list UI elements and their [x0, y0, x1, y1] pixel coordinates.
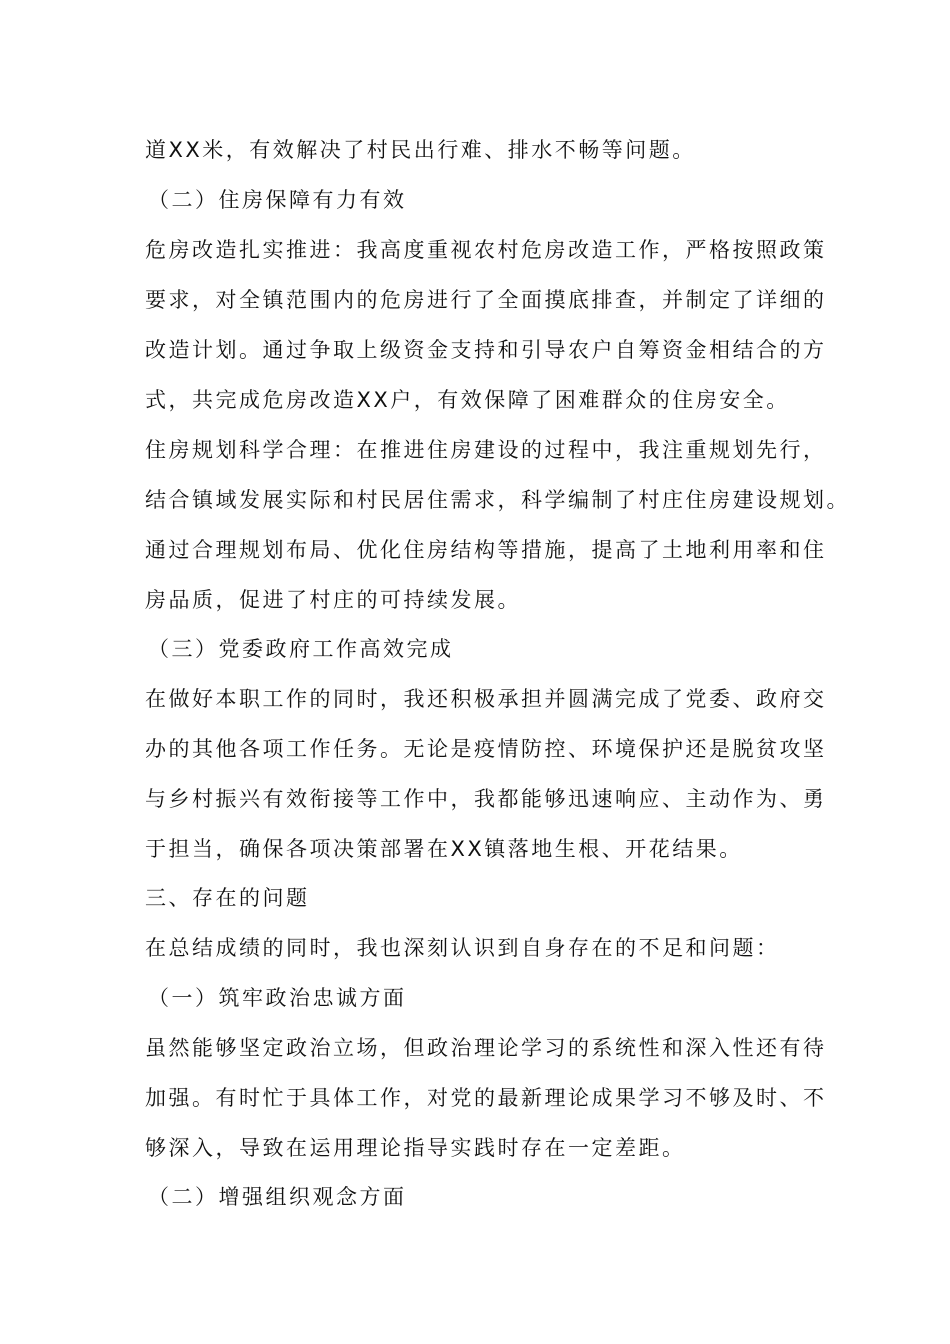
body-text-line: 与乡村振兴有效衔接等工作中，我都能够迅速响应、主动作为、勇: [145, 787, 827, 811]
section-heading: （二）住房保障有力有效: [148, 188, 407, 212]
body-text-line: 加强。有时忙于具体工作，对党的最新理论成果学习不够及时、不: [145, 1086, 827, 1110]
body-text-line: 房品质，促进了村庄的可持续发展。: [145, 588, 521, 612]
section-heading: （二）增强组织观念方面: [148, 1185, 407, 1209]
body-text-line: 危房改造扎实推进：我高度重视农村危房改造工作，严格按照政策: [145, 238, 827, 262]
body-text-line: 在做好本职工作的同时，我还积极承担并圆满完成了党委、政府交: [145, 687, 827, 711]
body-text-line: 住房规划科学合理：在推进住房建设的过程中，我注重规划先行，: [145, 438, 827, 462]
chapter-heading: 三、存在的问题: [145, 886, 310, 910]
body-text-line: 办的其他各项工作任务。无论是疫情防控、环境保护还是脱贫攻坚: [145, 737, 827, 761]
body-text-line: 式，共完成危房改造XX户，有效保障了困难群众的住房安全。: [145, 388, 790, 412]
body-text-line: 够深入，导致在运用理论指导实践时存在一定差距。: [145, 1136, 686, 1160]
body-text-line: 改造计划。通过争取上级资金支持和引导农户自筹资金相结合的方: [145, 338, 827, 362]
body-text-line: 结合镇域发展实际和村民居住需求，科学编制了村庄住房建设规划。: [145, 488, 850, 512]
body-text-line: 道XX米，有效解决了村民出行难、排水不畅等问题。: [145, 138, 696, 162]
body-text-line: 通过合理规划布局、优化住房结构等措施，提高了土地利用率和住: [145, 538, 827, 562]
body-text-line: 要求，对全镇范围内的危房进行了全面摸底排查，并制定了详细的: [145, 288, 827, 312]
body-text-line: 于担当，确保各项决策部署在XX镇落地生根、开花结果。: [145, 837, 743, 861]
body-text-line: 在总结成绩的同时，我也深刻认识到自身存在的不足和问题：: [145, 936, 780, 960]
section-heading: （一）筑牢政治忠诚方面: [148, 986, 407, 1010]
section-heading: （三）党委政府工作高效完成: [148, 637, 454, 661]
body-text-line: 虽然能够坚定政治立场，但政治理论学习的系统性和深入性还有待: [145, 1036, 827, 1060]
